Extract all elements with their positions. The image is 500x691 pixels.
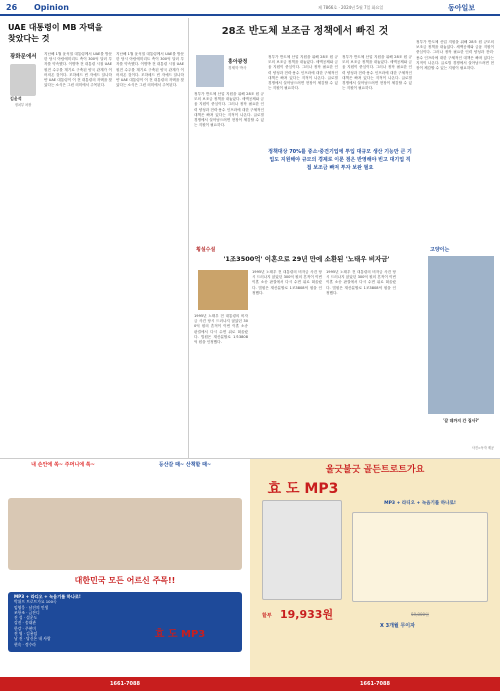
- ad-subheadline: 등산갈 때~ 산책할 때~: [158, 462, 212, 468]
- ad-list-item: 남 진 · 당신은 내 사랑: [14, 636, 51, 642]
- installment: X 3개월 무이자: [380, 623, 415, 629]
- divider: [188, 18, 189, 458]
- column-title: UAE 대통령이 MB 자택을 찾았다는 것: [8, 23, 103, 43]
- ad-list-item: 임영웅 · 남진의 인생: [14, 604, 49, 610]
- ad-headline: 내 손안에 쏙~ 주머니에 쏙~: [31, 462, 95, 468]
- ad-list-item: 현숙 · 정수라: [14, 641, 36, 647]
- column-body-2: 지난해 1월 윤석열 대통령께서 UAE를 방문한 당시 아랍에미리트 측이 300억 달러 투자를 약속했다. 이명박 전 대통령 시절 UAE 원전 수주를 계기로 구축된 양국 관계가 이어져온 것이다. 모하메드 빈 자예드 알나하얀 UAE 대통령이 이 전 대통령의 자택을 찾았다는 소식은 그런 의미에서 주목된다.: [116, 52, 184, 88]
- box-photo: [198, 270, 248, 310]
- news-photo: [428, 256, 494, 414]
- ad-price: 19,933원: [280, 608, 334, 621]
- photo-label: 고양이는: [430, 247, 450, 253]
- author-name: 김윤석: [10, 96, 22, 101]
- issue-info: 제 7866호 · 2024년 5월 7일 화요일: [318, 5, 384, 10]
- ad-photo: [8, 498, 242, 570]
- center-body-3: 정부가 반도체 산업 지원을 위해 28조 원 규모의 보조금 정책을 내놓았다. 세액공제와 금융 지원이 중심이다. 그러나 정작 필요한 인력 양성과 전력·용수 인프라에 대한 구체적인 대책은 빠져 있다는 지적이 나온다. 글로벌 경쟁에서 살아남으려면 현장이 체감할 수 있는 지원이 필요하다.: [342, 55, 412, 91]
- ad-phone: 1661-7088: [250, 677, 500, 691]
- author-role: 경제학 박사: [228, 66, 247, 70]
- box-title: '1조3500억' 이혼으로 29년 만에 소환된 '노태우 비자금': [223, 255, 390, 263]
- product-image: [262, 500, 342, 600]
- photo-caption: '갈 데까지 간 집사?': [443, 418, 479, 423]
- ad-brand: 효 도 MP3: [267, 481, 339, 497]
- old-price: 59,800원: [411, 612, 429, 617]
- photo-credit: 사진=독자 제공: [471, 446, 494, 450]
- author-bio: 정치부 차장: [14, 103, 32, 107]
- column-body: 지난해 1월 윤석열 대통령께서 UAE를 방문한 당시 아랍에미리트 측이 300억 달러 투자를 약속했다. 이명박 전 대통령 시절 UAE 원전 수주를 계기로 구축된 양국 관계가 이어져온 것이다. 모하메드 빈 자예드 알나하얀 UAE 대통령이 이 전 대통령의 자택을 찾았다는 소식은 그런 의미에서 주목된다.: [44, 52, 112, 88]
- ad-phone: 1661-7088: [0, 677, 250, 691]
- author-photo: [196, 55, 224, 87]
- column-name: 광화문에서: [10, 54, 37, 60]
- section-label: Opinion: [34, 3, 69, 12]
- box-label: 횡설수설: [196, 247, 216, 253]
- author-photo: [10, 64, 36, 96]
- pull-quote: 정책대상 70%를 중소·중견기업에 투입 대규모 생산 기능만 큰 기업도 지원해야 규모의 경제로 이룬 점은 반영해야 빈고 대기업 직접 보조금 빠져 투자 보완 필요: [268, 149, 412, 171]
- ad-banner: 대한민국 모든 어르신 주목!!: [74, 576, 176, 585]
- ad-list-item: 박위프 트로트가요 100곡: [14, 599, 57, 605]
- ad-list-title: MP3 + 라디오 + 녹음기를 하나로!: [14, 594, 81, 599]
- ad-list-item: 조항조 · 금잔디: [14, 609, 40, 615]
- page-header: [0, 0, 500, 16]
- song-list: [352, 512, 488, 602]
- box-body: 1995년 노태우 전 대통령의 비자금 사건 당시 드러나지 않았던 300억 원의 흔적이 이번 이혼 소송 판결에서 다시 수면 위로 떠올랐다. 법원은 재산분할로 1조3808억 원을 인정했다.: [252, 270, 322, 295]
- center-body-4: 정부가 반도체 산업 지원을 위해 28조 원 규모의 보조금 정책을 내놓았다. 세액공제와 금융 지원이 중심이다. 그러나 정작 필요한 인력 양성과 전력·용수 인프라에 대한 구체적인 대책은 빠져 있다는 지적이 나온다. 글로벌 경쟁에서 살아남으려면 현장이 체감할 수 있는 지원이 필요하다.: [416, 40, 494, 71]
- center-body: 정부가 반도체 산업 지원을 위해 28조 원 규모의 보조금 정책을 내놓았다. 세액공제와 금융 지원이 중심이다. 그러나 정작 필요한 인력 양성과 전력·용수 인프라에 대한 구체적인 대책은 빠져 있다는 지적이 나온다. 글로벌 경쟁에서 살아남으려면 현장이 체감할 수 있는 지원이 필요하다.: [194, 92, 264, 128]
- ad-list-item: 전 영 · 김용임: [14, 631, 38, 637]
- author-name: 홍아광정: [228, 59, 248, 65]
- ad-brand: 효 도 MP3: [154, 629, 206, 640]
- center-body-2: 정부가 반도체 산업 지원을 위해 28조 원 규모의 보조금 정책을 내놓았다. 세액공제와 금융 지원이 중심이다. 그러나 정작 필요한 인력 양성과 전력·용수 인프라에 대한 구체적인 대책은 빠져 있다는 지적이 나온다. 글로벌 경쟁에서 살아남으려면 현장이 체감할 수 있는 지원이 필요하다.: [268, 55, 338, 91]
- ad-list-item: 한강 · 주현미: [14, 625, 36, 631]
- price-label: 할부: [262, 613, 272, 619]
- box-body-3: 1995년 노태우 전 대통령의 비자금 사건 당시 드러나지 않았던 300억 원의 흔적이 이번 이혼 소송 판결에서 다시 수면 위로 떠올랐다. 법원은 재산분할로 1조3808억 원을 인정했다.: [194, 314, 248, 345]
- main-title: 28조 반도체 보조금 정책에서 빠진 것: [221, 26, 389, 37]
- ad-list-item: 진 성 · 설운도: [14, 615, 38, 621]
- ad-list-item: 강진 · 송대관: [14, 620, 36, 626]
- box-body-2: 1995년 노태우 전 대통령의 비자금 사건 당시 드러나지 않았던 300억 원의 흔적이 이번 이혼 소송 판결에서 다시 수면 위로 떠올랐다. 법원은 재산분할로 1조3808억 원을 인정했다.: [326, 270, 396, 295]
- ad-title: 울긋불긋 골든트로트가요: [325, 465, 425, 475]
- ad-list: [8, 592, 242, 652]
- page-number: 26: [6, 3, 18, 12]
- masthead: 동아일보: [448, 4, 476, 12]
- ad-tagline: MP3 + 라디오 + 녹음기를 하나로!: [384, 501, 456, 506]
